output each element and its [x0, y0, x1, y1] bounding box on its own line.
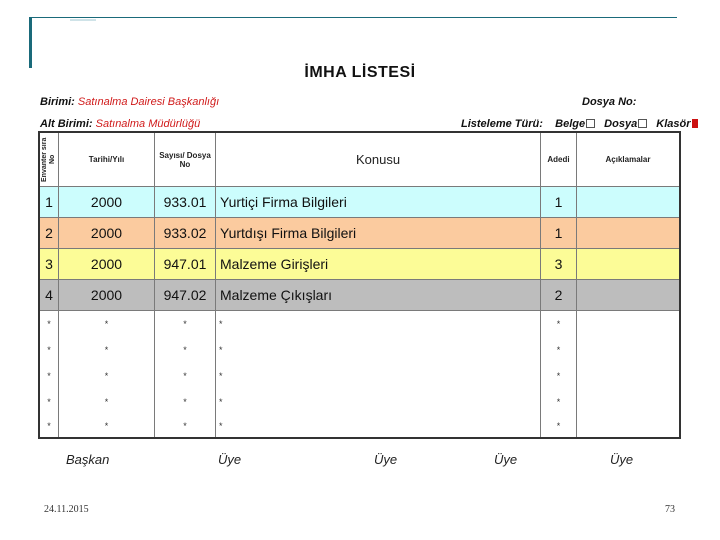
subunit-value: Satınalma Müdürlüğü: [95, 118, 201, 130]
row-file-no: 947.02: [155, 280, 216, 311]
signature-member-3: Üye: [494, 452, 518, 467]
row-file-no: 933.01: [155, 187, 216, 218]
placeholder-row: [40, 415, 679, 437]
placeholder-star: *: [216, 415, 541, 437]
header-count: Adedi: [541, 133, 577, 187]
placeholder-star: *: [541, 363, 577, 389]
placeholder-empty: [577, 337, 679, 363]
placeholder-star: *: [541, 389, 577, 415]
row-count: 1: [541, 218, 577, 249]
subunit-label: Alt Birimi:: [40, 118, 93, 130]
row-subject: Yurtiçi Firma Bilgileri: [216, 187, 541, 218]
document-title: İMHA LİSTESİ: [304, 64, 416, 81]
placeholder-star: *: [40, 311, 59, 337]
signature-member-2: Üye: [374, 452, 398, 467]
row-count: 3: [541, 249, 577, 280]
row-year: 2000: [59, 280, 155, 311]
header-notes: Açıklamalar: [577, 133, 679, 187]
table-row: [40, 280, 679, 311]
placeholder-star: *: [216, 311, 541, 337]
row-year: 2000: [59, 249, 155, 280]
destruction-list-table: [38, 131, 681, 439]
placeholder-star: *: [216, 363, 541, 389]
slide-frame-left-line: [29, 18, 32, 68]
placeholder-star: *: [155, 337, 216, 363]
footer-page-number: 73: [665, 504, 675, 515]
placeholder-empty: [577, 389, 679, 415]
header-date-year: Tarihi/Yılı: [59, 133, 155, 187]
placeholder-empty: [577, 311, 679, 337]
slide-frame-top-line: [29, 17, 677, 18]
placeholder-star: *: [155, 363, 216, 389]
placeholder-star: *: [40, 337, 59, 363]
placeholder-star: *: [155, 389, 216, 415]
row-subject: Malzeme Çıkışları: [216, 280, 541, 311]
dosya-no-label: Dosya No:: [582, 96, 637, 108]
placeholder-star: *: [59, 311, 155, 337]
row-notes: [577, 187, 679, 218]
placeholder-star: *: [541, 337, 577, 363]
unit-line: [40, 96, 219, 108]
placeholder-star: *: [155, 415, 216, 437]
table-row: [40, 187, 679, 218]
header-file-no: Sayısı/ Dosya No: [155, 133, 216, 187]
row-count: 1: [541, 187, 577, 218]
row-subject: Yurtdışı Firma Bilgileri: [216, 218, 541, 249]
row-no: 3: [40, 249, 59, 280]
placeholder-row: [40, 363, 679, 389]
row-no: 2: [40, 218, 59, 249]
header-inventory-no: Envanter sıra No: [40, 133, 59, 187]
placeholder-star: *: [59, 415, 155, 437]
signature-member-1: Üye: [218, 452, 242, 467]
row-year: 2000: [59, 187, 155, 218]
placeholder-star: *: [216, 337, 541, 363]
slide-frame-accent: [70, 19, 96, 21]
placeholder-star: *: [40, 363, 59, 389]
checkbox-icon: [638, 119, 647, 128]
placeholder-star: *: [541, 311, 577, 337]
placeholder-star: *: [59, 389, 155, 415]
placeholder-star: *: [40, 389, 59, 415]
row-year: 2000: [59, 218, 155, 249]
unit-label: Birimi:: [40, 96, 75, 108]
placeholder-star: *: [40, 415, 59, 437]
listing-option-klasor: Klasör: [656, 118, 691, 130]
header-subject: Konusu: [216, 133, 541, 187]
table-header-row: [40, 133, 679, 187]
table-row: [40, 218, 679, 249]
row-notes: [577, 249, 679, 280]
signature-chair: Başkan: [66, 452, 110, 467]
placeholder-star: *: [155, 311, 216, 337]
listing-type-label: Listeleme Türü:: [461, 118, 543, 130]
row-no: 1: [40, 187, 59, 218]
row-file-no: 933.02: [155, 218, 216, 249]
row-subject: Malzeme Girişleri: [216, 249, 541, 280]
unit-value: Satınalma Dairesi Başkanlığı: [77, 96, 220, 108]
listing-option-dosya: Dosya: [604, 118, 638, 130]
checkbox-icon: [586, 119, 595, 128]
placeholder-row: [40, 311, 679, 337]
listing-option-belge: Belge: [555, 118, 586, 130]
placeholder-row: [40, 337, 679, 363]
placeholder-star: *: [59, 337, 155, 363]
signature-member-4: Üye: [610, 452, 634, 467]
subunit-line: [40, 118, 200, 130]
row-no: 4: [40, 280, 59, 311]
row-count: 2: [541, 280, 577, 311]
placeholder-star: *: [216, 389, 541, 415]
table-row: [40, 249, 679, 280]
footer-date: 24.11.2015: [44, 504, 89, 515]
placeholder-star: *: [541, 415, 577, 437]
placeholder-empty: [577, 363, 679, 389]
row-notes: [577, 280, 679, 311]
placeholder-empty: [577, 415, 679, 437]
listing-type: [461, 118, 704, 130]
row-file-no: 947.01: [155, 249, 216, 280]
row-notes: [577, 218, 679, 249]
checked-box-icon: [692, 119, 698, 128]
placeholder-star: *: [59, 363, 155, 389]
placeholder-row: [40, 389, 679, 415]
